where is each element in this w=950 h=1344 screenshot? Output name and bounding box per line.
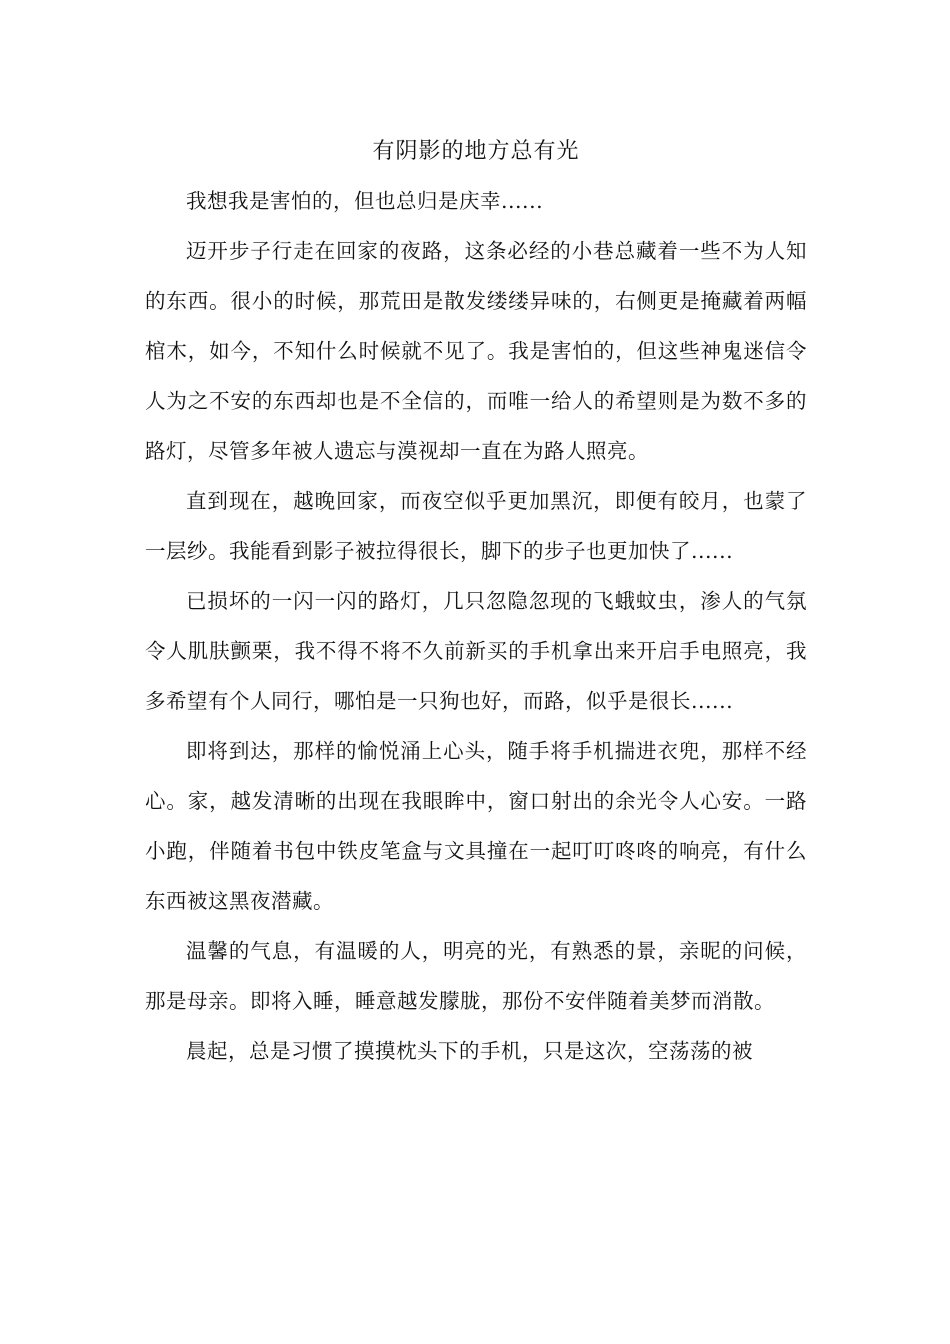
paragraph: 直到现在，越晚回家，而夜空似乎更加黑沉，即便有皎月，也蒙了一层纱。我能看到影子被拉得很长，脚下的步子也更加快了...... (145, 489, 807, 563)
paragraph: 晨起，总是习惯了摸摸枕头下的手机，只是这次，空荡荡的被 (186, 1039, 753, 1063)
paragraph: 我想我是害怕的，但也总归是庆幸...... (186, 189, 544, 213)
paragraph: 即将到达，那样的愉悦涌上心头，随手将手机揣进衣兜，那样不经心。家，越发清晰的出现在我眼眸中，窗口射出的余光令人心安。一路小跑，伴随着书包中铁皮笔盒与文具撞在一起叮叮咚咚的响亮，有什么东西被这黑夜潜藏。 (145, 739, 807, 913)
paragraph: 已损坏的一闪一闪的路灯，几只忽隐忽现的飞蛾蚊虫，渗人的气氛令人肌肤颤栗，我不得不将不久前新买的手机拿出来开启手电照亮，我多希望有个人同行，哪怕是一只狗也好，而路，似乎是很长...... (145, 589, 807, 713)
document-page (145, 128, 807, 1076)
paragraph: 迈开步子行走在回家的夜路，这条必经的小巷总藏着一些不为人知的东西。很小的时候，那荒田是散发缕缕异味的，右侧更是掩藏着两幅棺木，如今，不知什么时候就不见了。我是害怕的，但这些神鬼迷信令人为之不安的东西却也是不全信的，而唯一给人的希望则是为数不多的路灯，尽管多年被人遗忘与漠视却一直在为路人照亮。 (145, 239, 807, 463)
document-title: 有阴影的地方总有光 (372, 139, 580, 164)
paragraph: 温馨的气息，有温暖的人，明亮的光，有熟悉的景，亲昵的问候，那是母亲。即将入睡，睡意越发朦胧，那份不安伴随着美梦而消散。 (145, 939, 807, 1013)
